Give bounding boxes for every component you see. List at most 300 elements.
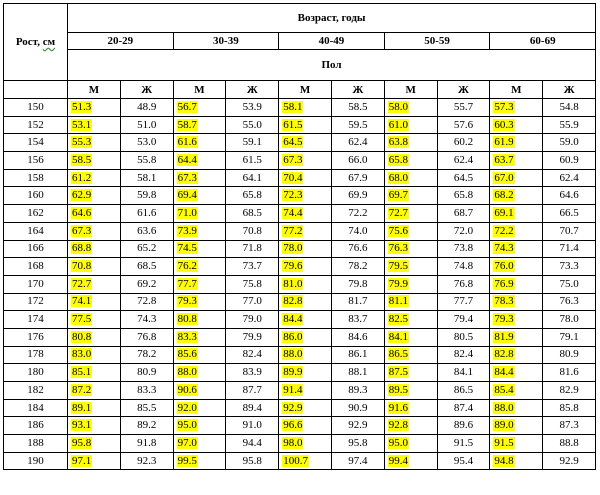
- highlighted-value: 65.8: [388, 153, 409, 166]
- male-weight-cell: [490, 293, 543, 311]
- male-weight-cell: [490, 169, 543, 187]
- male-weight-cell: [279, 187, 332, 205]
- male-weight-cell: [490, 311, 543, 329]
- female-weight-cell: 79.0: [226, 311, 279, 329]
- highlighted-value: 81.0: [283, 277, 303, 290]
- male-weight-cell: [384, 346, 437, 364]
- highlighted-value: 95.0: [388, 436, 409, 449]
- male-weight-cell: [68, 152, 121, 170]
- sex-female-header: Ж: [120, 81, 173, 99]
- highlighted-value: 61.5: [283, 118, 303, 131]
- highlighted-value: 89.0: [494, 419, 514, 432]
- female-weight-cell: 78.2: [120, 346, 173, 364]
- female-weight-cell: 81.6: [543, 364, 596, 382]
- highlighted-value: 64.4: [177, 153, 197, 166]
- female-weight-cell: 64.5: [437, 169, 490, 187]
- female-weight-cell: 53.9: [226, 99, 279, 117]
- table-row: [4, 417, 596, 435]
- highlighted-value: 72.7: [388, 206, 409, 219]
- highlighted-value: 96.6: [283, 419, 303, 432]
- highlighted-value: 76.0: [494, 260, 514, 273]
- sex-male-header: М: [384, 81, 437, 99]
- highlighted-value: 72.3: [283, 189, 303, 202]
- highlighted-value: 90.6: [177, 383, 197, 396]
- highlighted-value: 93.1: [72, 419, 92, 432]
- female-weight-cell: 77.7: [437, 293, 490, 311]
- male-weight-cell: [490, 240, 543, 258]
- male-weight-cell: [490, 452, 543, 470]
- male-weight-cell: [173, 417, 226, 435]
- highlighted-value: 60.3: [494, 118, 514, 131]
- male-weight-cell: [68, 382, 121, 400]
- female-weight-cell: 79.4: [437, 311, 490, 329]
- highlighted-value: 68.8: [72, 242, 92, 255]
- female-weight-cell: 60.9: [543, 152, 596, 170]
- highlighted-value: 85.4: [494, 383, 514, 396]
- male-weight-cell: [173, 275, 226, 293]
- sex-male-header: М: [68, 81, 121, 99]
- female-weight-cell: 59.1: [226, 134, 279, 152]
- male-weight-cell: [384, 99, 437, 117]
- male-weight-cell: [384, 152, 437, 170]
- male-weight-cell: [279, 205, 332, 223]
- empty-header-cell: [4, 81, 68, 99]
- male-weight-cell: [384, 222, 437, 240]
- highlighted-value: 98.0: [283, 436, 303, 449]
- female-weight-cell: 59.0: [543, 134, 596, 152]
- female-weight-cell: 95.8: [331, 435, 384, 453]
- highlighted-value: 72.2: [494, 224, 514, 237]
- female-weight-cell: 79.1: [543, 328, 596, 346]
- highlighted-value: 79.3: [177, 295, 197, 308]
- male-weight-cell: [384, 399, 437, 417]
- female-weight-cell: 75.0: [543, 275, 596, 293]
- highlighted-value: 63.8: [388, 136, 409, 149]
- table-row: [4, 152, 596, 170]
- highlighted-value: 68.2: [494, 189, 514, 202]
- female-weight-cell: 88.1: [331, 364, 384, 382]
- height-cell: 158: [4, 169, 68, 187]
- female-weight-cell: 51.0: [120, 116, 173, 134]
- female-weight-cell: 81.7: [331, 293, 384, 311]
- male-weight-cell: [384, 169, 437, 187]
- female-weight-cell: 91.0: [226, 417, 279, 435]
- female-weight-cell: 64.6: [543, 187, 596, 205]
- male-weight-cell: [490, 99, 543, 117]
- male-weight-cell: [279, 435, 332, 453]
- highlighted-value: 77.5: [72, 313, 92, 326]
- male-weight-cell: [384, 435, 437, 453]
- male-weight-cell: [173, 240, 226, 258]
- male-weight-cell: [68, 452, 121, 470]
- female-weight-cell: 87.4: [437, 399, 490, 417]
- highlighted-value: 69.4: [177, 189, 197, 202]
- female-weight-cell: 89.3: [331, 382, 384, 400]
- highlighted-value: 86.5: [388, 348, 409, 361]
- male-weight-cell: [384, 275, 437, 293]
- male-weight-cell: [173, 293, 226, 311]
- female-weight-cell: 91.8: [120, 435, 173, 453]
- male-weight-cell: [173, 116, 226, 134]
- highlighted-value: 70.8: [72, 260, 92, 273]
- female-weight-cell: 61.6: [120, 205, 173, 223]
- highlighted-value: 91.5: [494, 436, 514, 449]
- male-weight-cell: [490, 205, 543, 223]
- female-weight-cell: 92.3: [120, 452, 173, 470]
- highlighted-value: 78.3: [494, 295, 514, 308]
- male-weight-cell: [68, 240, 121, 258]
- male-weight-cell: [279, 275, 332, 293]
- highlighted-value: 79.6: [283, 260, 303, 273]
- female-weight-cell: 79.8: [331, 275, 384, 293]
- highlighted-value: 94.8: [494, 454, 514, 467]
- male-weight-cell: [279, 152, 332, 170]
- male-weight-cell: [173, 399, 226, 417]
- female-weight-cell: 65.2: [120, 240, 173, 258]
- female-weight-cell: 66.0: [331, 152, 384, 170]
- highlighted-value: 67.0: [494, 171, 514, 184]
- female-weight-cell: 59.5: [331, 116, 384, 134]
- female-weight-cell: 66.5: [543, 205, 596, 223]
- sex-female-header: Ж: [437, 81, 490, 99]
- female-weight-cell: 57.6: [437, 116, 490, 134]
- male-weight-cell: [490, 258, 543, 276]
- female-weight-cell: 54.8: [543, 99, 596, 117]
- age-group-40-49: 40-49: [279, 33, 385, 50]
- female-weight-cell: 58.5: [331, 99, 384, 117]
- highlighted-value: 58.5: [72, 153, 92, 166]
- highlighted-value: 87.2: [72, 383, 92, 396]
- female-weight-cell: 82.4: [437, 346, 490, 364]
- male-weight-cell: [384, 364, 437, 382]
- female-weight-cell: 71.4: [543, 240, 596, 258]
- male-weight-cell: [490, 328, 543, 346]
- highlighted-value: 97.0: [177, 436, 197, 449]
- highlighted-value: 84.1: [388, 330, 409, 343]
- female-weight-cell: 76.3: [543, 293, 596, 311]
- female-weight-cell: 73.7: [226, 258, 279, 276]
- male-weight-cell: [173, 99, 226, 117]
- highlighted-value: 75.6: [388, 224, 409, 237]
- male-weight-cell: [490, 364, 543, 382]
- male-weight-cell: [279, 417, 332, 435]
- highlighted-value: 79.9: [388, 277, 409, 290]
- male-weight-cell: [68, 417, 121, 435]
- male-weight-cell: [68, 435, 121, 453]
- female-weight-cell: 70.8: [226, 222, 279, 240]
- highlighted-value: 76.2: [177, 260, 197, 273]
- age-header: Возраст, годы: [68, 4, 596, 33]
- male-weight-cell: [490, 222, 543, 240]
- female-weight-cell: 73.8: [437, 240, 490, 258]
- male-weight-cell: [68, 169, 121, 187]
- height-cell: 164: [4, 222, 68, 240]
- height-cell: 160: [4, 187, 68, 205]
- female-weight-cell: 59.8: [120, 187, 173, 205]
- highlighted-value: 83.3: [177, 330, 197, 343]
- male-weight-cell: [490, 435, 543, 453]
- female-weight-cell: 58.1: [120, 169, 173, 187]
- highlighted-value: 79.5: [388, 260, 409, 273]
- sex-male-header: М: [490, 81, 543, 99]
- highlighted-value: 53.1: [72, 118, 92, 131]
- female-weight-cell: 65.8: [226, 187, 279, 205]
- sex-female-header: Ж: [226, 81, 279, 99]
- highlighted-value: 76.9: [494, 277, 514, 290]
- table-row: [4, 435, 596, 453]
- male-weight-cell: [173, 222, 226, 240]
- table-row: [4, 258, 596, 276]
- height-cell: 150: [4, 99, 68, 117]
- highlighted-value: 61.2: [72, 171, 92, 184]
- female-weight-cell: 84.6: [331, 328, 384, 346]
- highlighted-value: 78.0: [283, 242, 303, 255]
- highlighted-value: 67.3: [283, 153, 303, 166]
- female-weight-cell: 85.8: [543, 399, 596, 417]
- highlighted-value: 88.0: [494, 401, 514, 414]
- male-weight-cell: [384, 328, 437, 346]
- weight-norms-table: [3, 3, 596, 470]
- female-weight-cell: 69.9: [331, 187, 384, 205]
- height-column-header: [4, 4, 68, 81]
- male-weight-cell: [279, 382, 332, 400]
- sex-header: Пол: [68, 50, 596, 81]
- highlighted-value: 77.7: [177, 277, 197, 290]
- highlighted-value: 72.7: [72, 277, 92, 290]
- highlighted-value: 99.4: [388, 454, 409, 467]
- male-weight-cell: [68, 99, 121, 117]
- female-weight-cell: 62.4: [331, 134, 384, 152]
- male-weight-cell: [68, 346, 121, 364]
- highlighted-value: 74.5: [177, 242, 197, 255]
- female-weight-cell: 62.4: [543, 169, 596, 187]
- female-weight-cell: 67.9: [331, 169, 384, 187]
- male-weight-cell: [68, 364, 121, 382]
- female-weight-cell: 92.9: [331, 417, 384, 435]
- female-weight-cell: 87.3: [543, 417, 596, 435]
- female-weight-cell: 82.9: [543, 382, 596, 400]
- highlighted-value: 70.4: [283, 171, 303, 184]
- female-weight-cell: 71.8: [226, 240, 279, 258]
- table-row: [4, 399, 596, 417]
- female-weight-cell: 78.0: [543, 311, 596, 329]
- highlighted-value: 77.2: [283, 224, 303, 237]
- highlighted-value: 67.3: [72, 224, 92, 237]
- age-group-20-29: 20-29: [68, 33, 174, 50]
- female-weight-cell: 62.4: [437, 152, 490, 170]
- male-weight-cell: [173, 328, 226, 346]
- male-weight-cell: [68, 293, 121, 311]
- highlighted-value: 97.1: [72, 454, 92, 467]
- female-weight-cell: 72.0: [437, 222, 490, 240]
- female-weight-cell: 83.3: [120, 382, 173, 400]
- female-weight-cell: 69.2: [120, 275, 173, 293]
- highlighted-value: 64.5: [283, 136, 303, 149]
- male-weight-cell: [490, 346, 543, 364]
- male-weight-cell: [68, 187, 121, 205]
- male-weight-cell: [279, 258, 332, 276]
- table-row: [4, 328, 596, 346]
- male-weight-cell: [68, 205, 121, 223]
- highlighted-value: 80.8: [177, 313, 197, 326]
- highlighted-value: 82.5: [388, 313, 409, 326]
- male-weight-cell: [384, 382, 437, 400]
- highlighted-value: 86.0: [283, 330, 303, 343]
- highlighted-value: 61.9: [494, 136, 514, 149]
- female-weight-cell: 77.0: [226, 293, 279, 311]
- male-weight-cell: [279, 99, 332, 117]
- height-cell: 176: [4, 328, 68, 346]
- male-weight-cell: [384, 417, 437, 435]
- male-weight-cell: [384, 134, 437, 152]
- female-weight-cell: 60.2: [437, 134, 490, 152]
- highlighted-value: 61.0: [388, 118, 409, 131]
- female-weight-cell: 79.9: [226, 328, 279, 346]
- highlighted-value: 76.3: [388, 242, 409, 255]
- height-cell: 178: [4, 346, 68, 364]
- male-weight-cell: [68, 116, 121, 134]
- highlighted-value: 68.0: [388, 171, 409, 184]
- male-weight-cell: [384, 293, 437, 311]
- female-weight-cell: 72.8: [120, 293, 173, 311]
- male-weight-cell: [173, 134, 226, 152]
- female-weight-cell: 65.8: [437, 187, 490, 205]
- male-weight-cell: [279, 222, 332, 240]
- male-weight-cell: [384, 187, 437, 205]
- female-weight-cell: 89.6: [437, 417, 490, 435]
- female-weight-cell: 76.8: [120, 328, 173, 346]
- female-weight-cell: 86.5: [437, 382, 490, 400]
- highlighted-value: 67.3: [177, 171, 197, 184]
- male-weight-cell: [173, 452, 226, 470]
- female-weight-cell: 80.9: [543, 346, 596, 364]
- height-cell: 186: [4, 417, 68, 435]
- height-cell: 180: [4, 364, 68, 382]
- female-weight-cell: 90.9: [331, 399, 384, 417]
- male-weight-cell: [173, 205, 226, 223]
- table-row: [4, 205, 596, 223]
- female-weight-cell: 95.4: [437, 452, 490, 470]
- female-weight-cell: 48.9: [120, 99, 173, 117]
- highlighted-value: 100.7: [283, 454, 308, 467]
- male-weight-cell: [279, 293, 332, 311]
- female-weight-cell: 84.1: [437, 364, 490, 382]
- male-weight-cell: [173, 187, 226, 205]
- male-weight-cell: [68, 275, 121, 293]
- male-weight-cell: [490, 134, 543, 152]
- male-weight-cell: [490, 187, 543, 205]
- male-weight-cell: [384, 452, 437, 470]
- female-weight-cell: 83.9: [226, 364, 279, 382]
- highlighted-value: 83.0: [72, 348, 92, 361]
- male-weight-cell: [279, 134, 332, 152]
- female-weight-cell: 68.5: [226, 205, 279, 223]
- male-weight-cell: [173, 346, 226, 364]
- female-weight-cell: 55.0: [226, 116, 279, 134]
- height-cell: 162: [4, 205, 68, 223]
- table-row: [4, 222, 596, 240]
- highlighted-value: 89.1: [72, 401, 92, 414]
- male-weight-cell: [68, 311, 121, 329]
- highlighted-value: 95.8: [72, 436, 92, 449]
- height-cell: 156: [4, 152, 68, 170]
- male-weight-cell: [279, 452, 332, 470]
- height-cell: 172: [4, 293, 68, 311]
- male-weight-cell: [173, 364, 226, 382]
- highlighted-value: 84.4: [283, 313, 303, 326]
- highlighted-value: 74.3: [494, 242, 514, 255]
- female-weight-cell: 80.5: [437, 328, 490, 346]
- height-cell: 168: [4, 258, 68, 276]
- highlighted-value: 61.6: [177, 136, 197, 149]
- age-group-30-39: 30-39: [173, 33, 279, 50]
- highlighted-value: 69.7: [388, 189, 409, 202]
- sex-male-header: М: [173, 81, 226, 99]
- table-row: [4, 99, 596, 117]
- height-cell: 154: [4, 134, 68, 152]
- female-weight-cell: 88.8: [543, 435, 596, 453]
- highlighted-value: 92.9: [283, 401, 303, 414]
- male-weight-cell: [68, 399, 121, 417]
- highlighted-value: 88.0: [177, 366, 197, 379]
- male-weight-cell: [490, 399, 543, 417]
- male-weight-cell: [68, 222, 121, 240]
- male-weight-cell: [173, 169, 226, 187]
- highlighted-value: 95.0: [177, 419, 197, 432]
- highlighted-value: 63.7: [494, 153, 514, 166]
- female-weight-cell: 76.6: [331, 240, 384, 258]
- highlighted-value: 51.3: [72, 100, 92, 113]
- female-weight-cell: 74.3: [120, 311, 173, 329]
- height-cell: 188: [4, 435, 68, 453]
- male-weight-cell: [279, 346, 332, 364]
- highlighted-value: 85.6: [177, 348, 197, 361]
- female-weight-cell: 55.9: [543, 116, 596, 134]
- male-weight-cell: [490, 275, 543, 293]
- highlighted-value: 55.3: [72, 136, 92, 149]
- female-weight-cell: 86.1: [331, 346, 384, 364]
- table-row: [4, 187, 596, 205]
- male-weight-cell: [490, 116, 543, 134]
- highlighted-value: 74.1: [72, 295, 92, 308]
- highlighted-value: 74.4: [283, 206, 303, 219]
- highlighted-value: 58.1: [283, 100, 303, 113]
- height-label: Рост,: [15, 36, 41, 48]
- highlighted-value: 91.4: [283, 383, 303, 396]
- male-weight-cell: [384, 116, 437, 134]
- male-weight-cell: [384, 205, 437, 223]
- table-row: [4, 346, 596, 364]
- female-weight-cell: 68.7: [437, 205, 490, 223]
- female-weight-cell: 82.4: [226, 346, 279, 364]
- highlighted-value: 89.9: [283, 366, 303, 379]
- height-cell: 184: [4, 399, 68, 417]
- male-weight-cell: [279, 364, 332, 382]
- height-cell: 152: [4, 116, 68, 134]
- male-weight-cell: [384, 240, 437, 258]
- male-weight-cell: [490, 382, 543, 400]
- age-group-60-69: 60-69: [490, 33, 596, 50]
- female-weight-cell: 85.5: [120, 399, 173, 417]
- highlighted-value: 56.7: [177, 100, 197, 113]
- female-weight-cell: 73.3: [543, 258, 596, 276]
- highlighted-value: 81.1: [388, 295, 409, 308]
- highlighted-value: 92.0: [177, 401, 197, 414]
- highlighted-value: 73.9: [177, 224, 197, 237]
- male-weight-cell: [384, 311, 437, 329]
- male-weight-cell: [68, 258, 121, 276]
- female-weight-cell: 94.4: [226, 435, 279, 453]
